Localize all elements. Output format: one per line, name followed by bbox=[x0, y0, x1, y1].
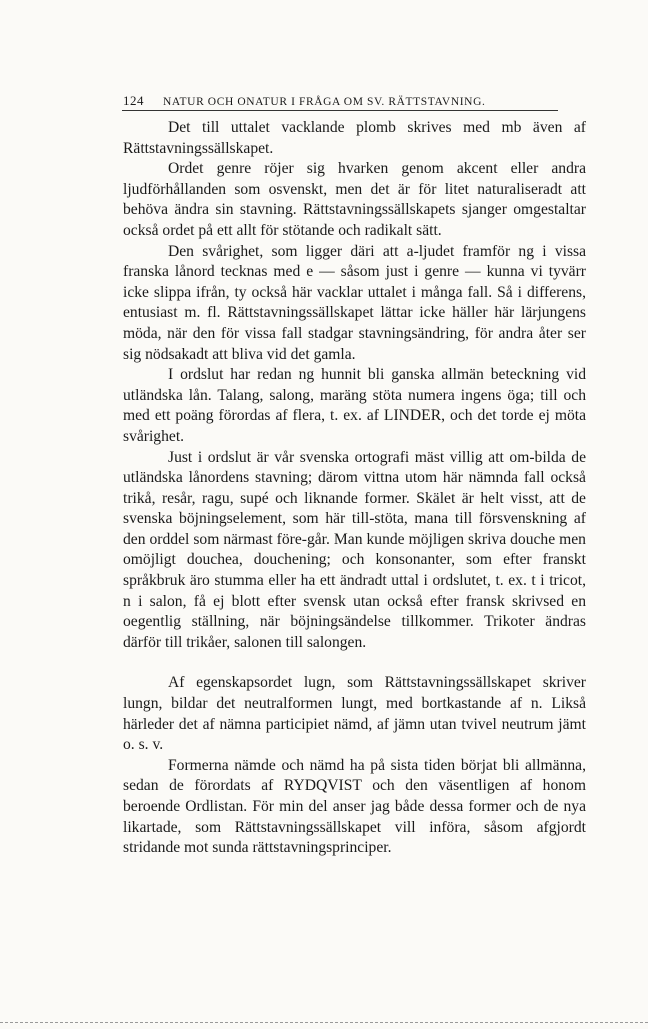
page-number: 124 bbox=[123, 93, 144, 108]
header-rule bbox=[122, 110, 558, 111]
paragraph-5: Just i ordslut är vår svenska ortografi mäst villig att om-bilda de utländska lånordens stavning; därom vittna utom här nämnda fall också trikå, resår, ragu, supé och liknande former. Skälet är helt visst, att de svenska böjningselement, som här till-stöta, mana till försvenskning af den orddel som närmast före-går. Man kunde möjligen skriva douche men omöjligt douchea, douchening; och konsonanter, som efter franskt språkbruk äro stumma eller ha ett ändradt uttal i ordslutet, t. ex. t i tricot, n i salon, få ej blott efter svensk utan också efter fransk skrivsed en oegentlig ställning, när böjningsändelse tillkommer. Trikoter ändras därför till trikåer, salonen till salongen. bbox=[123, 448, 587, 651]
scan-edge bbox=[0, 1022, 648, 1023]
paragraph-6: Af egenskapsordet lugn, som Rättstavningssällskapet skriver lungn, bildar det neutralformen lungt, med bortkastande af n. Likså härleder det af nämna participiet nämd, af jämn utan tvivel neutrum jämt o. s. v. bbox=[123, 674, 587, 754]
paragraph-4: I ordslut har redan ng hunnit bli ganska allmän beteckning vid utländska lån. Talang, salong, maräng stöta numera ingens öga; till och med ett poäng förordas af flera, t. ex. af LINDER, och det torde ej möta svårighet. bbox=[123, 366, 587, 445]
running-header bbox=[123, 93, 555, 109]
running-title: NATUR OCH ONATUR I FRÅGA OM SV. RÄTTSTAVNING. bbox=[163, 96, 486, 108]
paragraph-7: Formerna nämde och nämd ha på sista tiden börjat bli allmänna, sedan de förordats af RYDQVIST och den väsentligen af honom beroende Ordlistan. För min del anser jag både dessa former och de nya likartade, som Rättstavningssällskapet vill införa, såsom afgjordt stridande mot sunda rättstavningsprinciper. bbox=[123, 756, 586, 857]
section-gap bbox=[123, 653, 586, 673]
body-text bbox=[123, 118, 586, 859]
paragraph-3: Den svårighet, som ligger däri att a-ljudet framför ng i vissa franska lånord tecknas med e — såsom just i genre — kunna vi tyvärr icke slippa ifrån, ty också här vacklar uttalet i många fall. Så i differens, entusiast m. fl. Rättstavningssällskapet lättar icke häller här lärjungens möda, när den för vissa fall stadgar stavningsändring, för andra åter ser sig nödsakadt att bliva vid det gamla. bbox=[123, 242, 586, 363]
paragraph-2: Ordet genre röjer sig hvarken genom akcent eller andra ljudförhållanden som osvenskt, men det är för litet naturaliseradt att behöva ändra sin stavning. Rättstavningssällskapets sjanger omgestaltar också ordet på ett allt för stötande och radikalt sätt. bbox=[123, 160, 586, 239]
paragraph-1: Det till uttalet vacklande plomb skrives med mb även af Rättstavningssällskapet. bbox=[123, 119, 586, 157]
